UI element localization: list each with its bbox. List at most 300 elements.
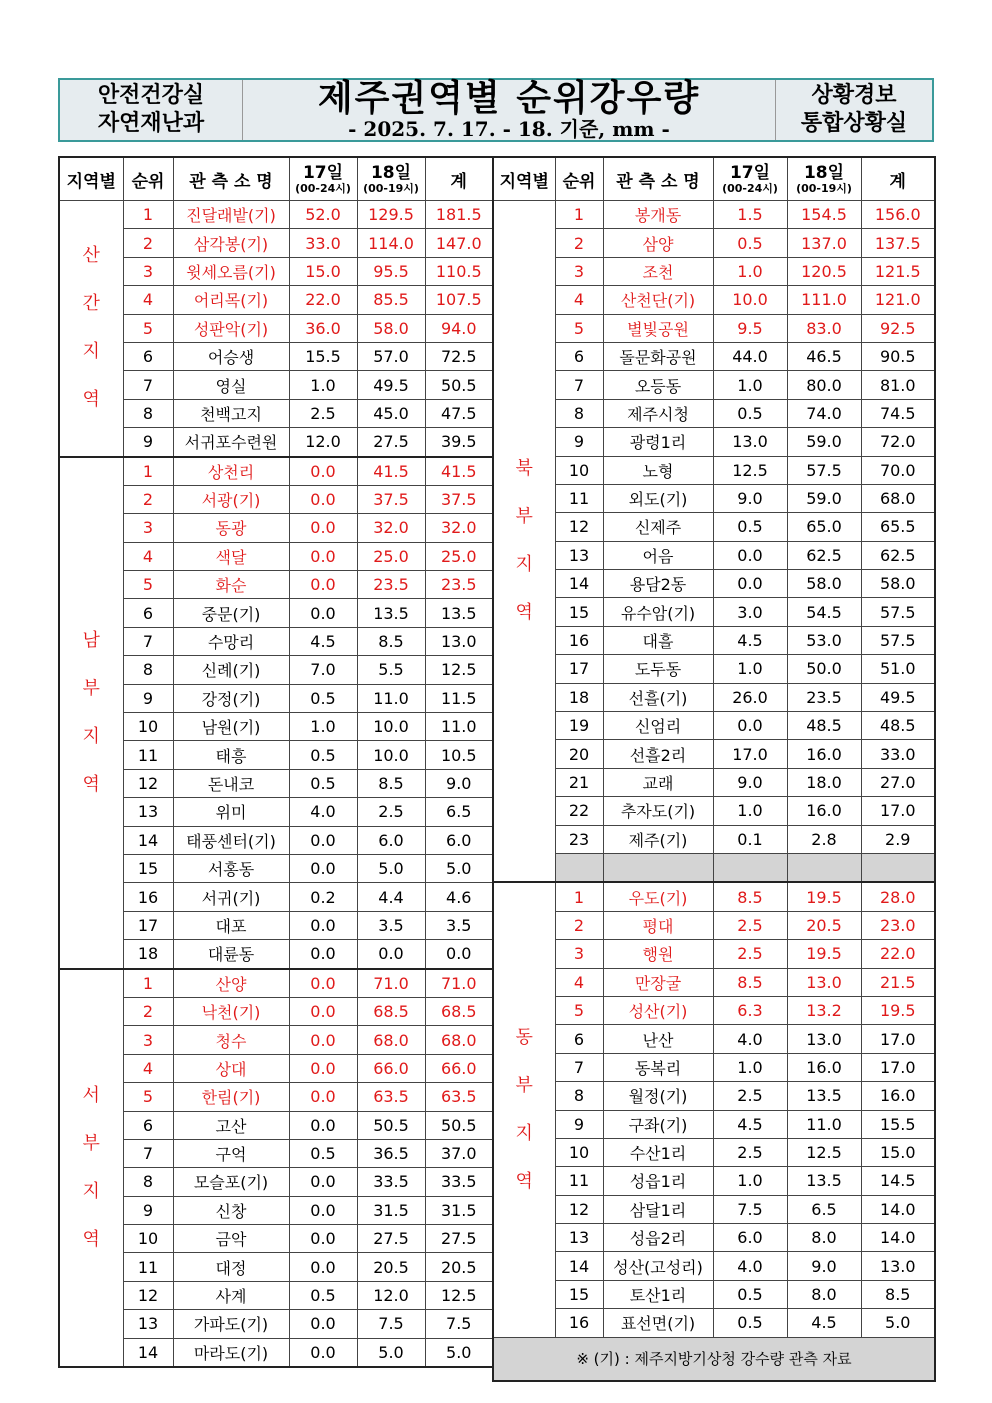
table-row: [493, 1309, 935, 1337]
day18-cell: 9.0: [787, 1252, 861, 1280]
day18-cell: 19.5: [787, 940, 861, 968]
rainfall-table-right: [492, 156, 936, 1382]
day18-cell: 68.5: [357, 997, 425, 1025]
table-row: [59, 1054, 493, 1082]
table-row: [493, 371, 935, 399]
day18-cell: 137.0: [787, 229, 861, 257]
table-row: [59, 286, 493, 314]
table-row: [493, 968, 935, 996]
rank-cell: 12: [555, 1195, 603, 1223]
day17-cell: 2.5: [713, 940, 787, 968]
day17-cell: 0.5: [713, 229, 787, 257]
day18-cell: 27.5: [357, 428, 425, 457]
total-cell: 17.0: [861, 1025, 935, 1053]
station-cell: 금악: [173, 1225, 289, 1253]
empty-cell: [603, 853, 713, 882]
day18-cell: 85.5: [357, 286, 425, 314]
station-cell: 모슬포(기): [173, 1168, 289, 1196]
day17-cell: 1.0: [713, 371, 787, 399]
rank-cell: 7: [555, 1053, 603, 1081]
day18-cell: 11.0: [357, 684, 425, 712]
rank-cell: 2: [123, 229, 173, 257]
column-header-region: 지역별: [59, 157, 123, 201]
total-cell: 28.0: [861, 882, 935, 911]
table-row: [59, 457, 493, 486]
table-row: [493, 712, 935, 740]
day17-cell: 2.5: [713, 1138, 787, 1166]
empty-cell: [787, 853, 861, 882]
table-row: [493, 683, 935, 711]
rank-cell: 1: [123, 969, 173, 998]
day17-cell: 0.0: [289, 1168, 357, 1196]
table-row: [493, 598, 935, 626]
department-line-1: 안전건강실: [97, 83, 205, 108]
footnote: ※ (기) : 제주지방기상청 강수량 관측 자료: [493, 1337, 935, 1381]
day17-cell: 4.0: [289, 798, 357, 826]
total-cell: 27.5: [425, 1225, 493, 1253]
table-row: [493, 797, 935, 825]
station-cell: 유수암(기): [603, 598, 713, 626]
total-cell: 72.5: [425, 342, 493, 370]
office-line-2: 통합상황실: [800, 111, 908, 136]
day18-cell: 2.8: [787, 825, 861, 853]
table-row-empty: [493, 853, 935, 882]
region-label-char: 동: [515, 1027, 533, 1048]
table-row: [59, 713, 493, 741]
day17-cell: 0.0: [289, 457, 357, 486]
station-cell: 교래: [603, 768, 713, 796]
day18-cell: 41.5: [357, 457, 425, 486]
day17-cell: 12.5: [713, 456, 787, 484]
rank-cell: 15: [555, 1280, 603, 1308]
day17-cell: 0.5: [713, 513, 787, 541]
rainfall-table-left: [58, 156, 494, 1368]
region-label-char: 지: [515, 554, 533, 576]
table-row: [493, 1167, 935, 1195]
station-cell: 별빛공원: [603, 314, 713, 342]
total-cell: 66.0: [425, 1054, 493, 1082]
table-row: [59, 514, 493, 542]
rank-cell: 2: [555, 229, 603, 257]
day17-cell: 13.0: [713, 428, 787, 456]
station-cell: 행원: [603, 940, 713, 968]
region-label-char: 지: [82, 725, 100, 747]
total-cell: 110.5: [425, 257, 493, 285]
table-row: [493, 513, 935, 541]
table-row: [59, 1111, 493, 1139]
day18-cell: 65.0: [787, 513, 861, 541]
rank-cell: 16: [123, 883, 173, 911]
station-cell: 마라도(기): [173, 1338, 289, 1367]
day18-cell: 13.5: [357, 599, 425, 627]
total-cell: 90.5: [861, 342, 935, 370]
station-cell: 만장굴: [603, 968, 713, 996]
day18-cell: 46.5: [787, 342, 861, 370]
total-cell: 32.0: [425, 514, 493, 542]
day18-cell: 12.5: [787, 1138, 861, 1166]
table-row: [59, 1225, 493, 1253]
table-row: [59, 599, 493, 627]
day17-cell: 6.0: [713, 1224, 787, 1252]
day17-cell: 0.5: [713, 1309, 787, 1337]
region-label-char: 북: [515, 458, 533, 480]
total-cell: 9.0: [425, 769, 493, 797]
table-row: [493, 201, 935, 229]
station-cell: 표선면(기): [603, 1309, 713, 1337]
total-cell: 68.0: [861, 484, 935, 512]
table-row: [59, 997, 493, 1025]
day17-cell: 0.0: [289, 854, 357, 882]
day17-cell: 8.5: [713, 968, 787, 996]
column-header-total: 계: [425, 157, 493, 201]
day18-label: 18일: [370, 163, 412, 183]
day17-cell: 1.0: [289, 371, 357, 399]
rank-cell: 8: [555, 399, 603, 427]
table-row: [493, 768, 935, 796]
day18-cell: 45.0: [357, 399, 425, 427]
station-cell: 중문(기): [173, 599, 289, 627]
day18-cell: 114.0: [357, 229, 425, 257]
rank-cell: 12: [123, 1281, 173, 1309]
station-cell: 성산(고성리): [603, 1252, 713, 1280]
rank-cell: 1: [555, 882, 603, 911]
table-row: [493, 911, 935, 939]
day18-cell: 0.0: [357, 940, 425, 969]
table-row: [493, 655, 935, 683]
region-label-char: 역: [515, 602, 533, 624]
station-cell: 고산: [173, 1111, 289, 1139]
day17-cell: 0.5: [289, 741, 357, 769]
day18-cell: 13.5: [787, 1167, 861, 1195]
rank-cell: 17: [555, 655, 603, 683]
day17-cell: 26.0: [713, 683, 787, 711]
rank-cell: 7: [555, 371, 603, 399]
region-label-char: 부: [515, 1075, 533, 1096]
table-row: [59, 428, 493, 457]
day18-cell: 25.0: [357, 542, 425, 570]
total-cell: 63.5: [425, 1083, 493, 1111]
table-row: [59, 854, 493, 882]
day18-cell: 16.0: [787, 1053, 861, 1081]
total-cell: 71.0: [425, 969, 493, 998]
rank-cell: 9: [123, 684, 173, 712]
station-cell: 사계: [173, 1281, 289, 1309]
table-row: [59, 1253, 493, 1281]
day17-cell: 7.5: [713, 1195, 787, 1223]
day18-cell: 13.5: [787, 1082, 861, 1110]
day17-cell: 2.5: [289, 399, 357, 427]
day18-cell: 36.5: [357, 1139, 425, 1167]
day17-cell: 4.5: [713, 1110, 787, 1138]
region-label-char: 간: [82, 293, 100, 315]
region-label: [59, 201, 123, 457]
station-cell: 외도(기): [603, 484, 713, 512]
day18-cell: 57.5: [787, 456, 861, 484]
day18-cell: 62.5: [787, 541, 861, 569]
rank-cell: 9: [123, 1196, 173, 1224]
station-cell: 상천리: [173, 457, 289, 486]
total-cell: 48.5: [861, 712, 935, 740]
day18-cell: 8.5: [357, 627, 425, 655]
day17-cell: 12.0: [289, 428, 357, 457]
day18-cell: 53.0: [787, 626, 861, 654]
table-row: [59, 571, 493, 599]
total-cell: 12.5: [425, 1281, 493, 1309]
rank-cell: 6: [555, 342, 603, 370]
rank-cell: 9: [555, 428, 603, 456]
rank-cell: 18: [123, 940, 173, 969]
day18-cell: 18.0: [787, 768, 861, 796]
station-cell: 선흘(기): [603, 683, 713, 711]
day17-cell: 4.5: [713, 626, 787, 654]
day18-cell: 129.5: [357, 201, 425, 229]
table-row: [59, 1168, 493, 1196]
day18-cell: 3.5: [357, 911, 425, 939]
rank-cell: 12: [123, 769, 173, 797]
station-cell: 화순: [173, 571, 289, 599]
region-label: [59, 457, 123, 969]
table-row: [59, 314, 493, 342]
total-cell: 5.0: [861, 1309, 935, 1337]
day17-cell: 0.0: [289, 997, 357, 1025]
region-label-char: 부: [515, 506, 533, 528]
table-row: [493, 740, 935, 768]
station-cell: 삼각봉(기): [173, 229, 289, 257]
day18-cell: 6.5: [787, 1195, 861, 1223]
station-cell: 위미: [173, 798, 289, 826]
column-header-rank: 순위: [123, 157, 173, 201]
station-cell: 오등동: [603, 371, 713, 399]
rank-cell: 8: [555, 1082, 603, 1110]
day18-cell: 5.0: [357, 1338, 425, 1367]
total-cell: 16.0: [861, 1082, 935, 1110]
day17-cell: 0.1: [713, 825, 787, 853]
table-row: [59, 656, 493, 684]
station-cell: 추자도(기): [603, 797, 713, 825]
station-cell: 태흥: [173, 741, 289, 769]
rank-cell: 6: [123, 599, 173, 627]
region-label-char: 지: [82, 341, 100, 363]
day17-cell: 0.0: [289, 542, 357, 570]
day18-cell: 63.5: [357, 1083, 425, 1111]
rank-cell: 5: [555, 314, 603, 342]
station-cell: 동복리: [603, 1053, 713, 1081]
total-cell: 3.5: [425, 911, 493, 939]
rank-cell: 8: [123, 399, 173, 427]
day17-cell: 9.0: [713, 484, 787, 512]
day17-cell: 0.0: [289, 826, 357, 854]
station-cell: 광령1리: [603, 428, 713, 456]
region-label-char: 역: [82, 1228, 100, 1250]
total-cell: 14.0: [861, 1224, 935, 1252]
day18-cell: 31.5: [357, 1196, 425, 1224]
station-cell: 서홍동: [173, 854, 289, 882]
rank-cell: 13: [555, 541, 603, 569]
column-header-rank: 순위: [555, 157, 603, 201]
day18-cell: 71.0: [357, 969, 425, 998]
day17-cell: 0.0: [289, 1054, 357, 1082]
rank-cell: 4: [123, 1054, 173, 1082]
rank-cell: 16: [555, 626, 603, 654]
day18-cell: 7.5: [357, 1310, 425, 1338]
table-row: [493, 399, 935, 427]
rank-cell: 3: [123, 1026, 173, 1054]
total-cell: 14.0: [861, 1195, 935, 1223]
total-cell: 41.5: [425, 457, 493, 486]
rank-cell: 10: [123, 1225, 173, 1253]
table-row: [493, 825, 935, 853]
total-cell: 8.5: [861, 1280, 935, 1308]
total-cell: 5.0: [425, 1338, 493, 1367]
day18-cell: 95.5: [357, 257, 425, 285]
table-row: [493, 882, 935, 911]
region-label-char: 서: [82, 1084, 100, 1106]
table-body-left: [59, 201, 493, 1368]
rank-cell: 21: [555, 768, 603, 796]
station-cell: 천백고지: [173, 399, 289, 427]
day17-cell: 0.0: [289, 940, 357, 969]
region-label-char: 역: [82, 389, 100, 411]
region-label: [59, 969, 123, 1367]
table-row: [493, 626, 935, 654]
total-cell: 72.0: [861, 428, 935, 456]
day18-cell: 20.5: [787, 911, 861, 939]
table-row: [493, 1110, 935, 1138]
station-cell: 조천: [603, 257, 713, 285]
day17-cell: 0.0: [289, 599, 357, 627]
station-cell: 윗세오름(기): [173, 257, 289, 285]
total-cell: 57.5: [861, 598, 935, 626]
region-label-char: 부: [82, 1132, 100, 1154]
station-cell: 어음: [603, 541, 713, 569]
day18-cell: 11.0: [787, 1110, 861, 1138]
table-row: [493, 1224, 935, 1252]
day17-cell: 0.0: [713, 570, 787, 598]
station-cell: 성산(기): [603, 996, 713, 1024]
day18-cell: 6.0: [357, 826, 425, 854]
day17-cell: 0.0: [289, 571, 357, 599]
station-cell: 삼양: [603, 229, 713, 257]
total-cell: 50.5: [425, 1111, 493, 1139]
station-cell: 대흘: [603, 626, 713, 654]
station-cell: 성판악(기): [173, 314, 289, 342]
table-row: [493, 996, 935, 1024]
day18-cell: 20.5: [357, 1253, 425, 1281]
region-label-char: 지: [82, 1180, 100, 1202]
day18-cell: 13.2: [787, 996, 861, 1024]
station-cell: 도두동: [603, 655, 713, 683]
station-cell: 수망리: [173, 627, 289, 655]
table-row: [59, 201, 493, 229]
table-row: [59, 798, 493, 826]
day18-cell: 50.0: [787, 655, 861, 683]
total-cell: 25.0: [425, 542, 493, 570]
total-cell: 121.0: [861, 286, 935, 314]
station-cell: 용담2동: [603, 570, 713, 598]
station-cell: 낙천(기): [173, 997, 289, 1025]
rank-cell: 4: [123, 286, 173, 314]
region-label: [493, 882, 555, 1337]
station-cell: 수산1리: [603, 1138, 713, 1166]
station-cell: 한림(기): [173, 1083, 289, 1111]
table-row: [493, 1082, 935, 1110]
day18-range: (00-19시): [363, 182, 419, 195]
table-row: [59, 969, 493, 998]
day18-cell: 58.0: [357, 314, 425, 342]
rank-cell: 7: [123, 627, 173, 655]
station-cell: 토산1리: [603, 1280, 713, 1308]
day17-cell: 0.0: [289, 911, 357, 939]
day18-cell: 8.0: [787, 1224, 861, 1252]
total-cell: 74.5: [861, 399, 935, 427]
day18-cell: 59.0: [787, 428, 861, 456]
total-cell: 37.5: [425, 485, 493, 513]
department-line-2: 자연재난과: [97, 111, 205, 136]
table-row: [59, 1026, 493, 1054]
table-row: [59, 741, 493, 769]
footnote-row: [493, 1337, 935, 1381]
total-cell: 6.5: [425, 798, 493, 826]
total-cell: 147.0: [425, 229, 493, 257]
day18-cell: 154.5: [787, 201, 861, 229]
table-row: [59, 371, 493, 399]
table-row: [59, 911, 493, 939]
day18-cell: 49.5: [357, 371, 425, 399]
office-line-1: 상황경보: [811, 83, 897, 108]
table-row: [59, 342, 493, 370]
total-cell: 5.0: [425, 854, 493, 882]
day18-cell: 74.0: [787, 399, 861, 427]
day17-cell: 0.5: [289, 1281, 357, 1309]
station-cell: 태풍센터(기): [173, 826, 289, 854]
day17-cell: 0.0: [289, 1111, 357, 1139]
day18-cell: 59.0: [787, 484, 861, 512]
rank-cell: 5: [555, 996, 603, 1024]
day17-cell: 17.0: [713, 740, 787, 768]
station-cell: 남원(기): [173, 713, 289, 741]
total-cell: 6.0: [425, 826, 493, 854]
rank-cell: 3: [555, 940, 603, 968]
day17-cell: 0.0: [289, 1196, 357, 1224]
day18-cell: 4.4: [357, 883, 425, 911]
total-cell: 11.0: [425, 713, 493, 741]
day18-cell: 10.0: [357, 741, 425, 769]
station-cell: 노형: [603, 456, 713, 484]
day18-cell: 80.0: [787, 371, 861, 399]
day17-cell: 0.0: [289, 1338, 357, 1367]
rank-cell: 2: [555, 911, 603, 939]
day17-cell: 3.0: [713, 598, 787, 626]
day18-cell: 5.0: [357, 854, 425, 882]
rank-cell: 7: [123, 371, 173, 399]
rank-cell: 11: [123, 741, 173, 769]
region-label-char: 역: [515, 1171, 533, 1192]
table-row: [493, 541, 935, 569]
column-header-day18: [357, 157, 425, 201]
total-cell: 21.5: [861, 968, 935, 996]
rank-cell: 4: [555, 968, 603, 996]
total-cell: 50.5: [425, 371, 493, 399]
total-cell: 181.5: [425, 201, 493, 229]
region-label: [493, 201, 555, 883]
total-cell: 156.0: [861, 201, 935, 229]
station-cell: 봉개동: [603, 201, 713, 229]
total-cell: 4.6: [425, 883, 493, 911]
day18-cell: 57.0: [357, 342, 425, 370]
day18-cell: 50.5: [357, 1111, 425, 1139]
table-row: [59, 684, 493, 712]
day18-cell: 16.0: [787, 740, 861, 768]
